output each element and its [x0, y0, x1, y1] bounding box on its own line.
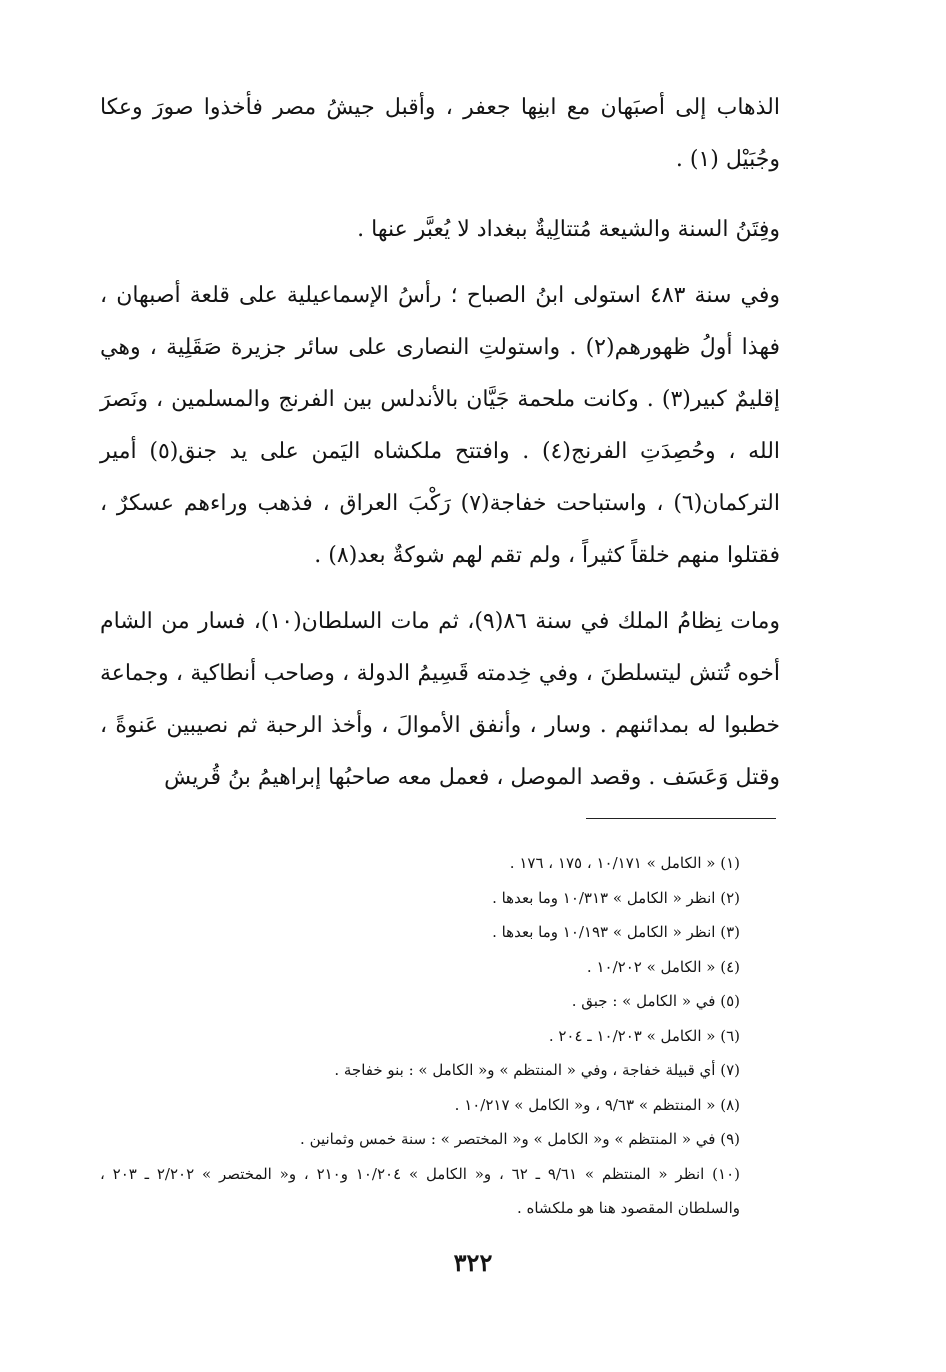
footnote-8: (٨) « المنتظم » ٩/٦٣ ، و« الكامل » ١٠/٢١٧ .: [454, 1095, 740, 1114]
footnote-separator: [586, 818, 776, 819]
paragraph-3: وفي سنة ٤٨٣ استولى ابنُ الصباح ؛ رأسُ الإسماعيلية على قلعة أصبهان ، فهذا أولُ ظهورهم(٢) . واستولتِ النصارى على سائر جزيرة صَقَلِية ، وهي إقليمٌ كبير(٣) . وكانت ملحمة جَيَّان بالأندلس بين الفرنج والمسلمين ، ونَصرَ الله ، وحُصِدَتِ الفرنج(٤) . وافتتح ملكشاه اليَمن على يد جنق(٥) أمير التركمان(٦) ، واستباحت خفاجة(٧) رَكْبَ العراق ، فذهب وراءهم عسكرٌ ، فقتلوا منهم خلقاً كثيراً ، ولم تقم لهم شوكةٌ بعد(٨) .: [100, 283, 781, 568]
footnote-1: (١) « الكامل » ١٠/١٧١ ، ١٧٥ ، ١٧٦ .: [509, 854, 740, 872]
footnote-3: (٣) انظر « الكامل » ١٠/١٩٣ وما بعدها .: [492, 923, 740, 941]
footnote-5: (٥) في « الكامل » : جبق .: [571, 992, 740, 1010]
footnote-10: (١٠) انظر « المنتظم » ٩/٦١ ـ ٦٢ ، و« الكامل » ١٠/٢٠٤ و٢١٠ ، و« المختصر » ٢/٢٠٢ ـ ٢٠٣ ، والسلطان المقصود هنا هو ملكشاه .: [100, 1164, 740, 1217]
footnote-4: (٤) « الكامل » ١٠/٢٠٢ .: [586, 957, 740, 976]
paragraph-1: الذهاب إلى أصبَهان مع ابنِها جعفر ، وأقبل جيشُ مصر فأخذوا صورَ وعكا وجُبَيْل (١) .: [100, 95, 780, 172]
footnote-9: (٩) في « المنتظم » و« الكامل » و« المختصر » : سنة خمس وثمانين .: [300, 1130, 740, 1148]
page-number: ٣٢٢: [453, 1248, 493, 1277]
paragraph-2: وفِتَنُ السنة والشيعة مُتتالِيةٌ ببغداد لا يُعبَّر عنها .: [357, 217, 780, 242]
footnote-7: (٧) أي قبيلة خفاجة ، وفي « المنتظم » و« الكامل » : بنو خفاجة .: [334, 1061, 740, 1079]
footnotes-list: [100, 846, 740, 1225]
footnote-2: (٢) انظر « الكامل » ١٠/٣١٣ وما بعدها .: [492, 888, 740, 907]
paragraph-4: ومات نِظامُ الملك في سنة ٨٦(٩)، ثم مات السلطان(١٠)، فسار من الشام أخوه تُتش ليتسلطنَ ، وفي خِدمته قَسِيمُ الدولة ، وصاحب أنطاكية ، وجماعة خطبوا له بمدائنهم . وسار ، وأنفق الأموالَ ، وأخذ الرحبة ثم نصيبين عَنوةً ، وقتل وَعَسَف . وقصد الموصل ، فعمل معه صاحبُها إبراهيمُ بنُ قُريش: [100, 609, 781, 790]
footnote-6: (٦) « الكامل » ١٠/٢٠٣ ـ ٢٠٤ .: [548, 1026, 740, 1045]
